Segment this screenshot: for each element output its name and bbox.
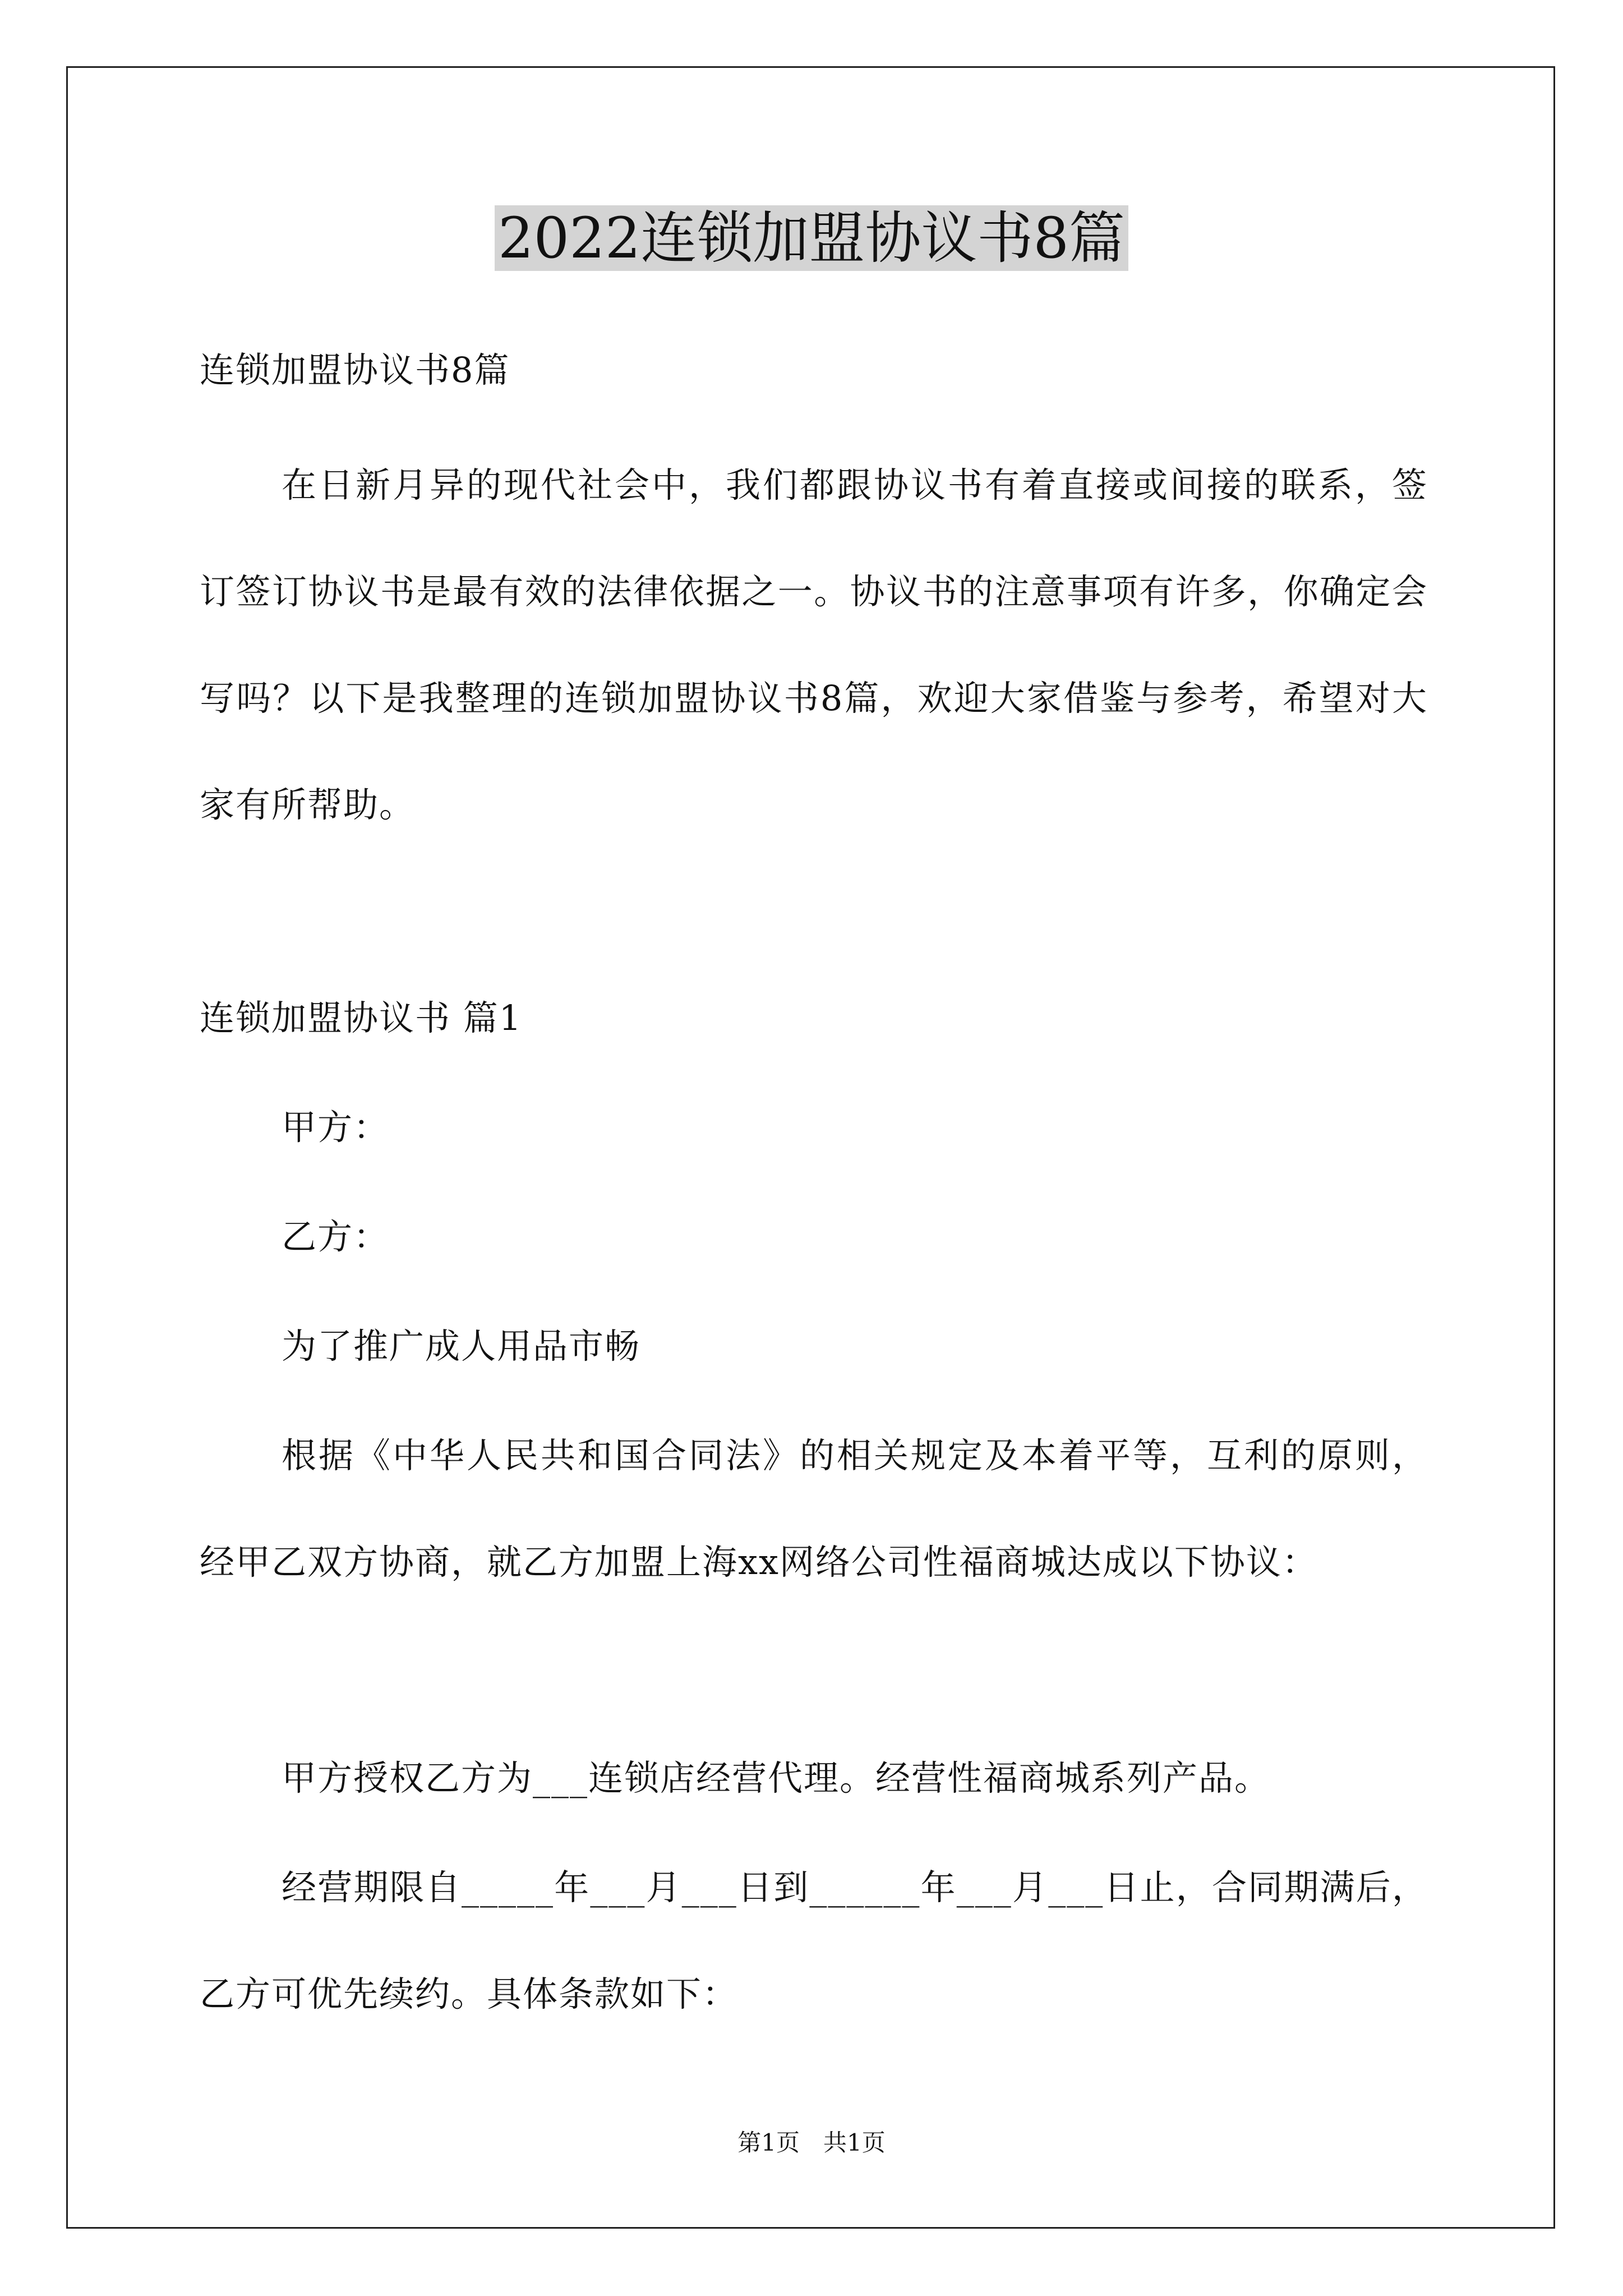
document-subtitle: 连锁加盟协议书8篇 — [200, 349, 510, 390]
page-footer: 第1页 共1页 — [737, 2129, 886, 2156]
authorization-paragraph: 甲方授权乙方为___连锁店经营代理。经营性福商城系列产品。 — [282, 1757, 1271, 1798]
term-paragraph: 经营期限自_____年___月___日到______年___月___日止，合同期满后，乙方可优先续约。具体条款如下： — [200, 1867, 1428, 2014]
intro-paragraph: 在日新月异的现代社会中，我们都跟协议书有着直接或间接的联系，签订签订协议书是最有效的法律依据之一。协议书的注意事项有许多，你确定会写吗？以下是我整理的连锁加盟协议书8篇，欢迎大家借鉴与参考，希望对大家有所帮助。 — [200, 464, 1428, 825]
party-b-line: 乙方： — [282, 1216, 390, 1257]
party-a-line: 甲方： — [282, 1107, 390, 1148]
purpose-paragraph: 为了推广成人用品市畅 — [282, 1326, 641, 1366]
document-title: 2022连锁加盟协议书8篇 — [0, 199, 1623, 278]
basis-paragraph: 根据《中华人民共和国合同法》的相关规定及本着平等，互利的原则，经甲乙双方协商，就乙方加盟上海xx网络公司性福商城达成以下协议： — [200, 1435, 1428, 1582]
section-heading: 连锁加盟协议书 篇1 — [200, 997, 523, 1038]
